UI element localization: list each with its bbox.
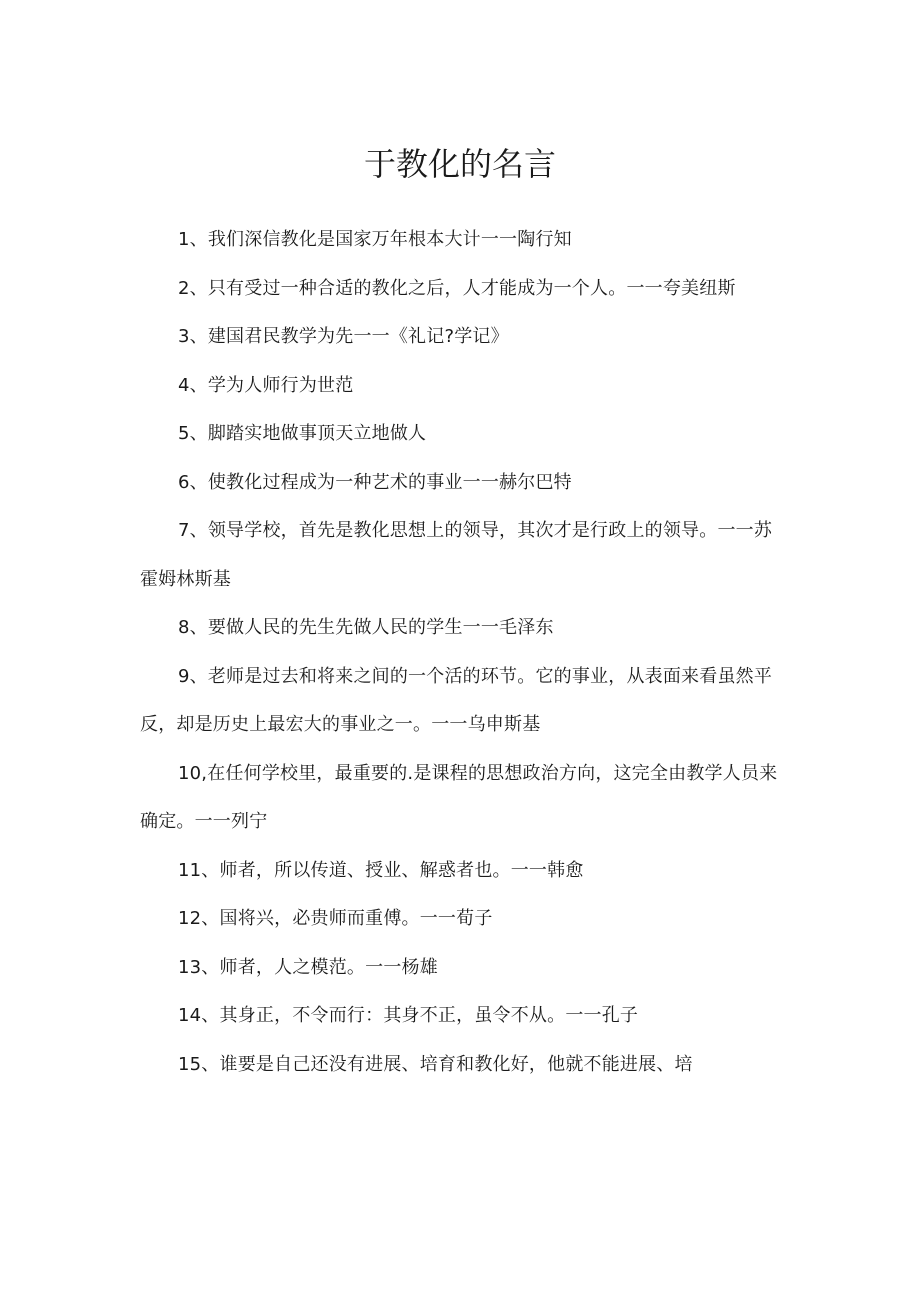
quote-number: 2、 (178, 277, 208, 299)
quote-item (140, 750, 780, 847)
quote-item (140, 992, 780, 1041)
quote-number: 8、 (178, 617, 208, 638)
quote-text: 我们深信教化是国家万年根本大计一一陶行知 (207, 229, 572, 250)
quote-text: 在任何学校里，最重要的.是课程的思想政治方向，这完全由教学人员来确定。一一列宁 (140, 762, 778, 832)
quote-number: 10, (178, 762, 208, 784)
quote-text: 师者，人之模范。一一杨雄 (219, 956, 438, 978)
quote-number: 11、 (178, 859, 220, 881)
quote-text: 学为人师行为世范 (207, 374, 354, 396)
quote-list (140, 216, 780, 1089)
quote-text: 要做人民的先生先做人民的学生一一毛泽东 (207, 617, 554, 638)
quote-number: 6、 (178, 471, 208, 493)
quote-text: 谁要是自己还没有进展、培育和教化好，他就不能进展、培 (219, 1053, 693, 1075)
quote-text: 只有受过一种合适的教化之后，人才能成为一个人。一一夸美纽斯 (207, 277, 736, 299)
quote-item (140, 507, 780, 604)
quote-number: 7、 (178, 520, 208, 541)
quote-text: 建国君民教学为先一一《礼记?学记》 (207, 326, 509, 347)
quote-text: 其身正，不令而行：其身不正，虽令不从。一一孔子 (219, 1005, 639, 1026)
quote-text: 师者，所以传道、授业、解惑者也。一一韩愈 (219, 859, 584, 881)
quote-number: 5、 (178, 423, 208, 444)
document-title: 于教化的名言 (363, 145, 556, 183)
quote-number: 3、 (178, 326, 208, 347)
quote-item (140, 895, 780, 944)
quote-number: 9、 (178, 665, 208, 687)
quote-number: 14、 (178, 1005, 220, 1026)
quote-item (140, 216, 780, 265)
quote-item (140, 944, 780, 993)
quote-text: 领导学校，首先是教化思想上的领导，其次才是行政上的领导。一一苏霍姆林斯基 (140, 520, 773, 590)
quote-text: 使教化过程成为一种艺术的事业一一赫尔巴特 (207, 471, 572, 493)
quote-text: 老师是过去和将来之间的一个活的环节。它的事业，从表面来看虽然平反，却是历史上最宏大的事业之一。一一乌申斯基 (140, 665, 773, 735)
quote-number: 13、 (178, 956, 220, 978)
quote-item (140, 410, 780, 459)
quote-item (140, 265, 780, 314)
quote-item (140, 604, 780, 653)
quote-number: 4、 (178, 374, 208, 396)
quote-text: 脚踏实地做事顶天立地做人 (207, 423, 427, 444)
quote-number: 12、 (178, 908, 220, 929)
quote-text: 国将兴，必贵师而重傅。一一荀子 (219, 908, 493, 929)
quote-item (140, 362, 780, 411)
quote-item (140, 1041, 780, 1090)
quote-item (140, 847, 780, 896)
quote-number: 15、 (178, 1053, 220, 1075)
quote-item (140, 459, 780, 508)
quote-number: 1、 (178, 229, 208, 250)
quote-item (140, 653, 780, 750)
quote-item (140, 313, 780, 362)
